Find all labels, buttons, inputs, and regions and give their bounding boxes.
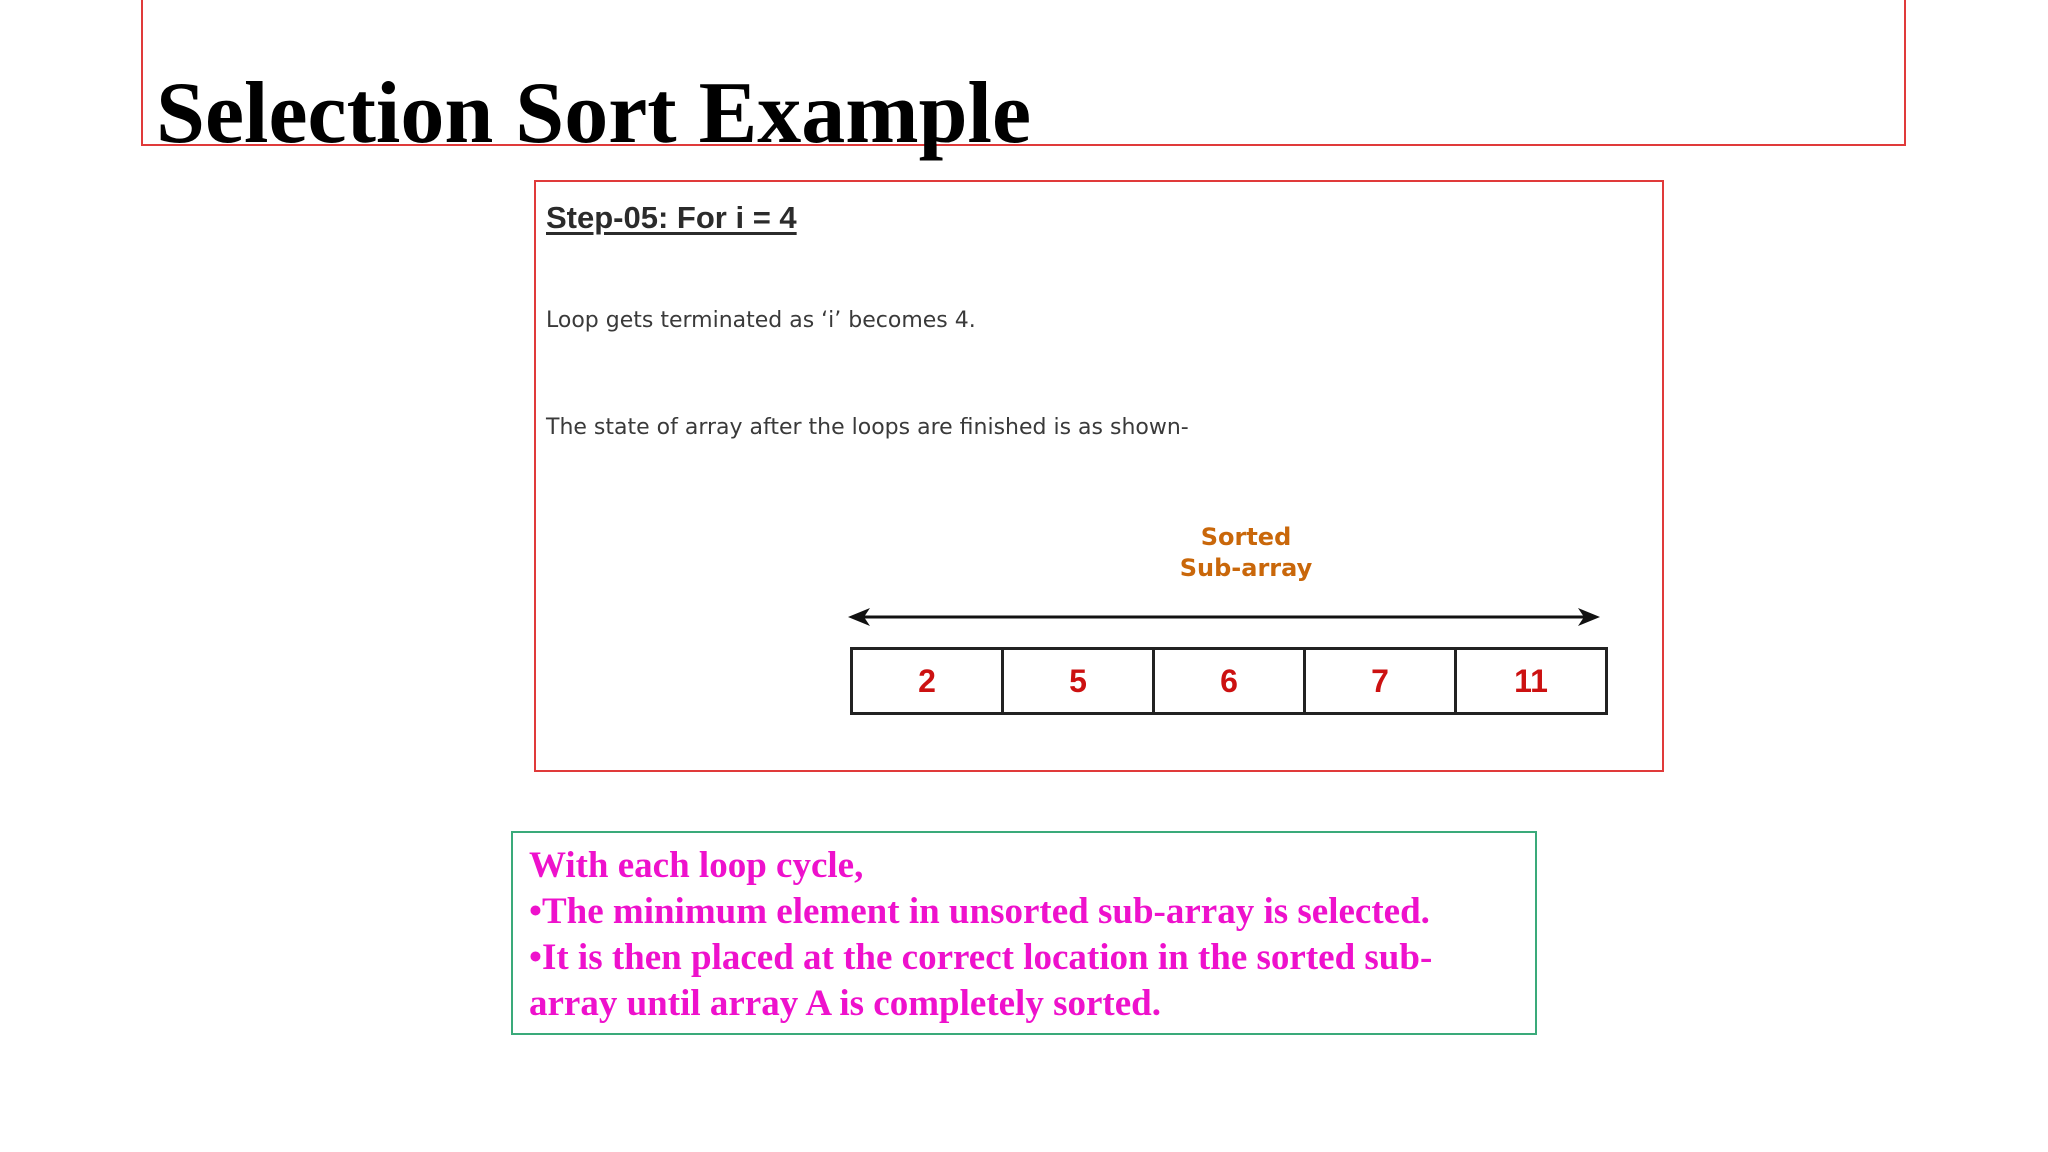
double-headed-arrow-icon — [848, 602, 1600, 632]
note-line: array until array A is completely sorted. — [529, 983, 1161, 1024]
step-heading: Step-05: For i = 4 — [546, 200, 797, 235]
sorted-array — [850, 647, 1608, 715]
sorted-subarray-label — [1136, 522, 1356, 584]
array-cell: 2 — [853, 650, 1004, 712]
note-line: With each loop cycle, — [529, 845, 864, 886]
sorted-label-line-2: Sub-array — [1179, 554, 1313, 582]
loop-termination-text: Loop gets terminated as ‘i’ becomes 4. — [546, 308, 976, 333]
array-state-text: The state of array after the loops are finished is as shown- — [546, 415, 1189, 440]
array-cell: 11 — [1514, 662, 1548, 699]
note-line: •It is then placed at the correct location in the sorted sub- — [529, 937, 1433, 978]
slide-title: Selection Sort Example — [156, 65, 1032, 162]
summary-note — [511, 831, 1537, 1035]
sorted-label-line-1: Sorted — [1200, 523, 1292, 551]
array-cell: 6 — [1155, 650, 1306, 712]
step-illustration-panel — [534, 180, 1664, 772]
array-cell: 5 — [1004, 650, 1155, 712]
note-line: •The minimum element in unsorted sub-array is selected. — [529, 891, 1430, 932]
array-cell: 7 — [1306, 650, 1457, 712]
